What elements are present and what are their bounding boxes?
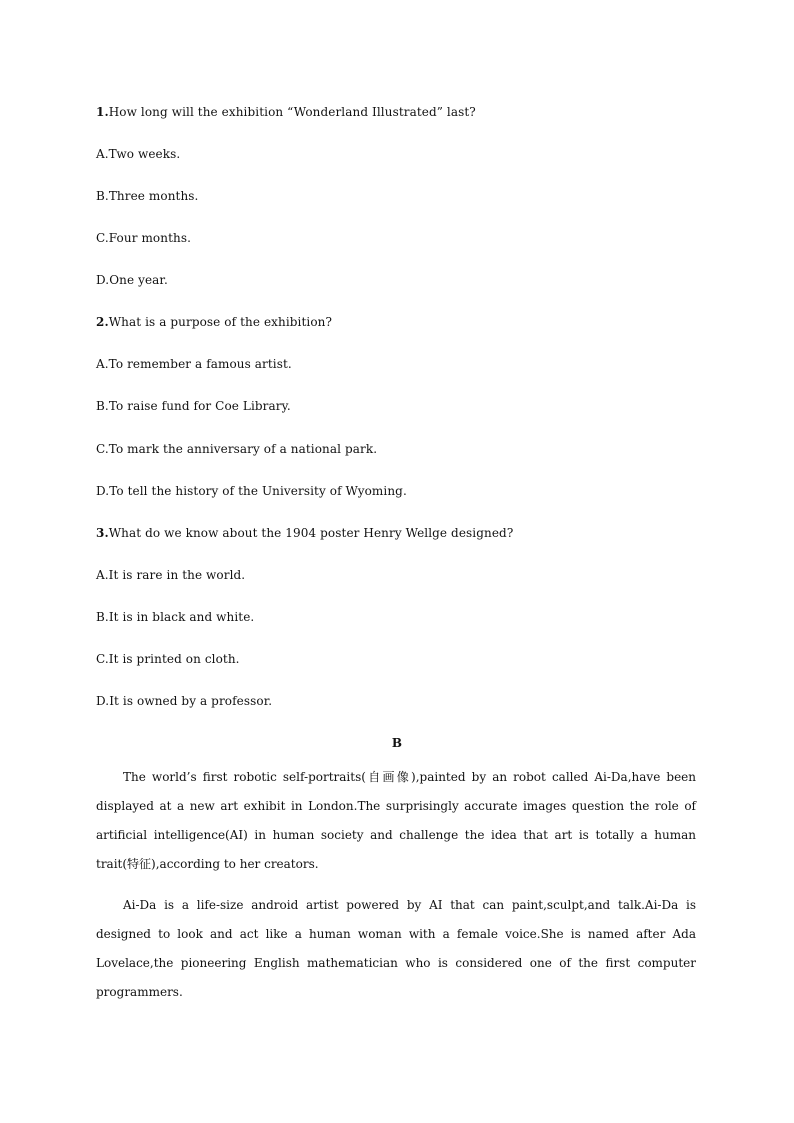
question-3-option-c: C.It is printed on cloth.	[96, 652, 240, 666]
question-2	[96, 314, 332, 330]
question-number: 3.	[96, 526, 109, 540]
question-2-option-c: C.To mark the anniversary of a national park.	[96, 442, 378, 456]
passage-paragraph-2: Ai-Da is a life-size android artist powered by AI that can paint,sculpt,and talk.Ai-Da is designed to look and act like a human woman with a female voice.She is named after Ada Lovelace,the pioneering English mathematician who is considered one of the first computer programmers.	[96, 898, 696, 999]
section-title: B	[391, 736, 403, 750]
question-2-option-a: A.To remember a famous artist.	[96, 357, 292, 371]
question-number: 1.	[96, 105, 109, 119]
question-3-option-a: A.It is rare in the world.	[96, 568, 246, 582]
question-text: What is a purpose of the exhibition?	[108, 315, 333, 329]
question-1-option-b: B.Three months.	[96, 189, 199, 203]
question-1-option-d: D.One year.	[96, 273, 168, 287]
question-1-option-c: C.Four months.	[96, 231, 191, 245]
passage-paragraph-1: The world’s first robotic self-portraits(自画像),painted by an robot called Ai-Da,have been displayed at a new art exhibit in London.The surprisingly accurate images question the role of artificial intelligence(AI) in human society and challenge the idea that art is totally a human trait(特征),according to her creators.	[96, 770, 696, 871]
question-2-option-b: B.To raise fund for Coe Library.	[96, 399, 291, 413]
question-3-option-d: D.It is owned by a professor.	[96, 694, 273, 708]
question-1-option-a: A.Two weeks.	[96, 147, 181, 161]
question-3	[96, 525, 513, 541]
question-text: What do we know about the 1904 poster Henry Wellge designed?	[108, 526, 514, 540]
question-number: 2.	[96, 315, 109, 329]
question-2-option-d: D.To tell the history of the University of Wyoming.	[96, 484, 407, 498]
question-text: How long will the exhibition “Wonderland Illustrated” last?	[108, 105, 476, 119]
question-1	[96, 104, 476, 120]
question-3-option-b: B.It is in black and white.	[96, 610, 255, 624]
